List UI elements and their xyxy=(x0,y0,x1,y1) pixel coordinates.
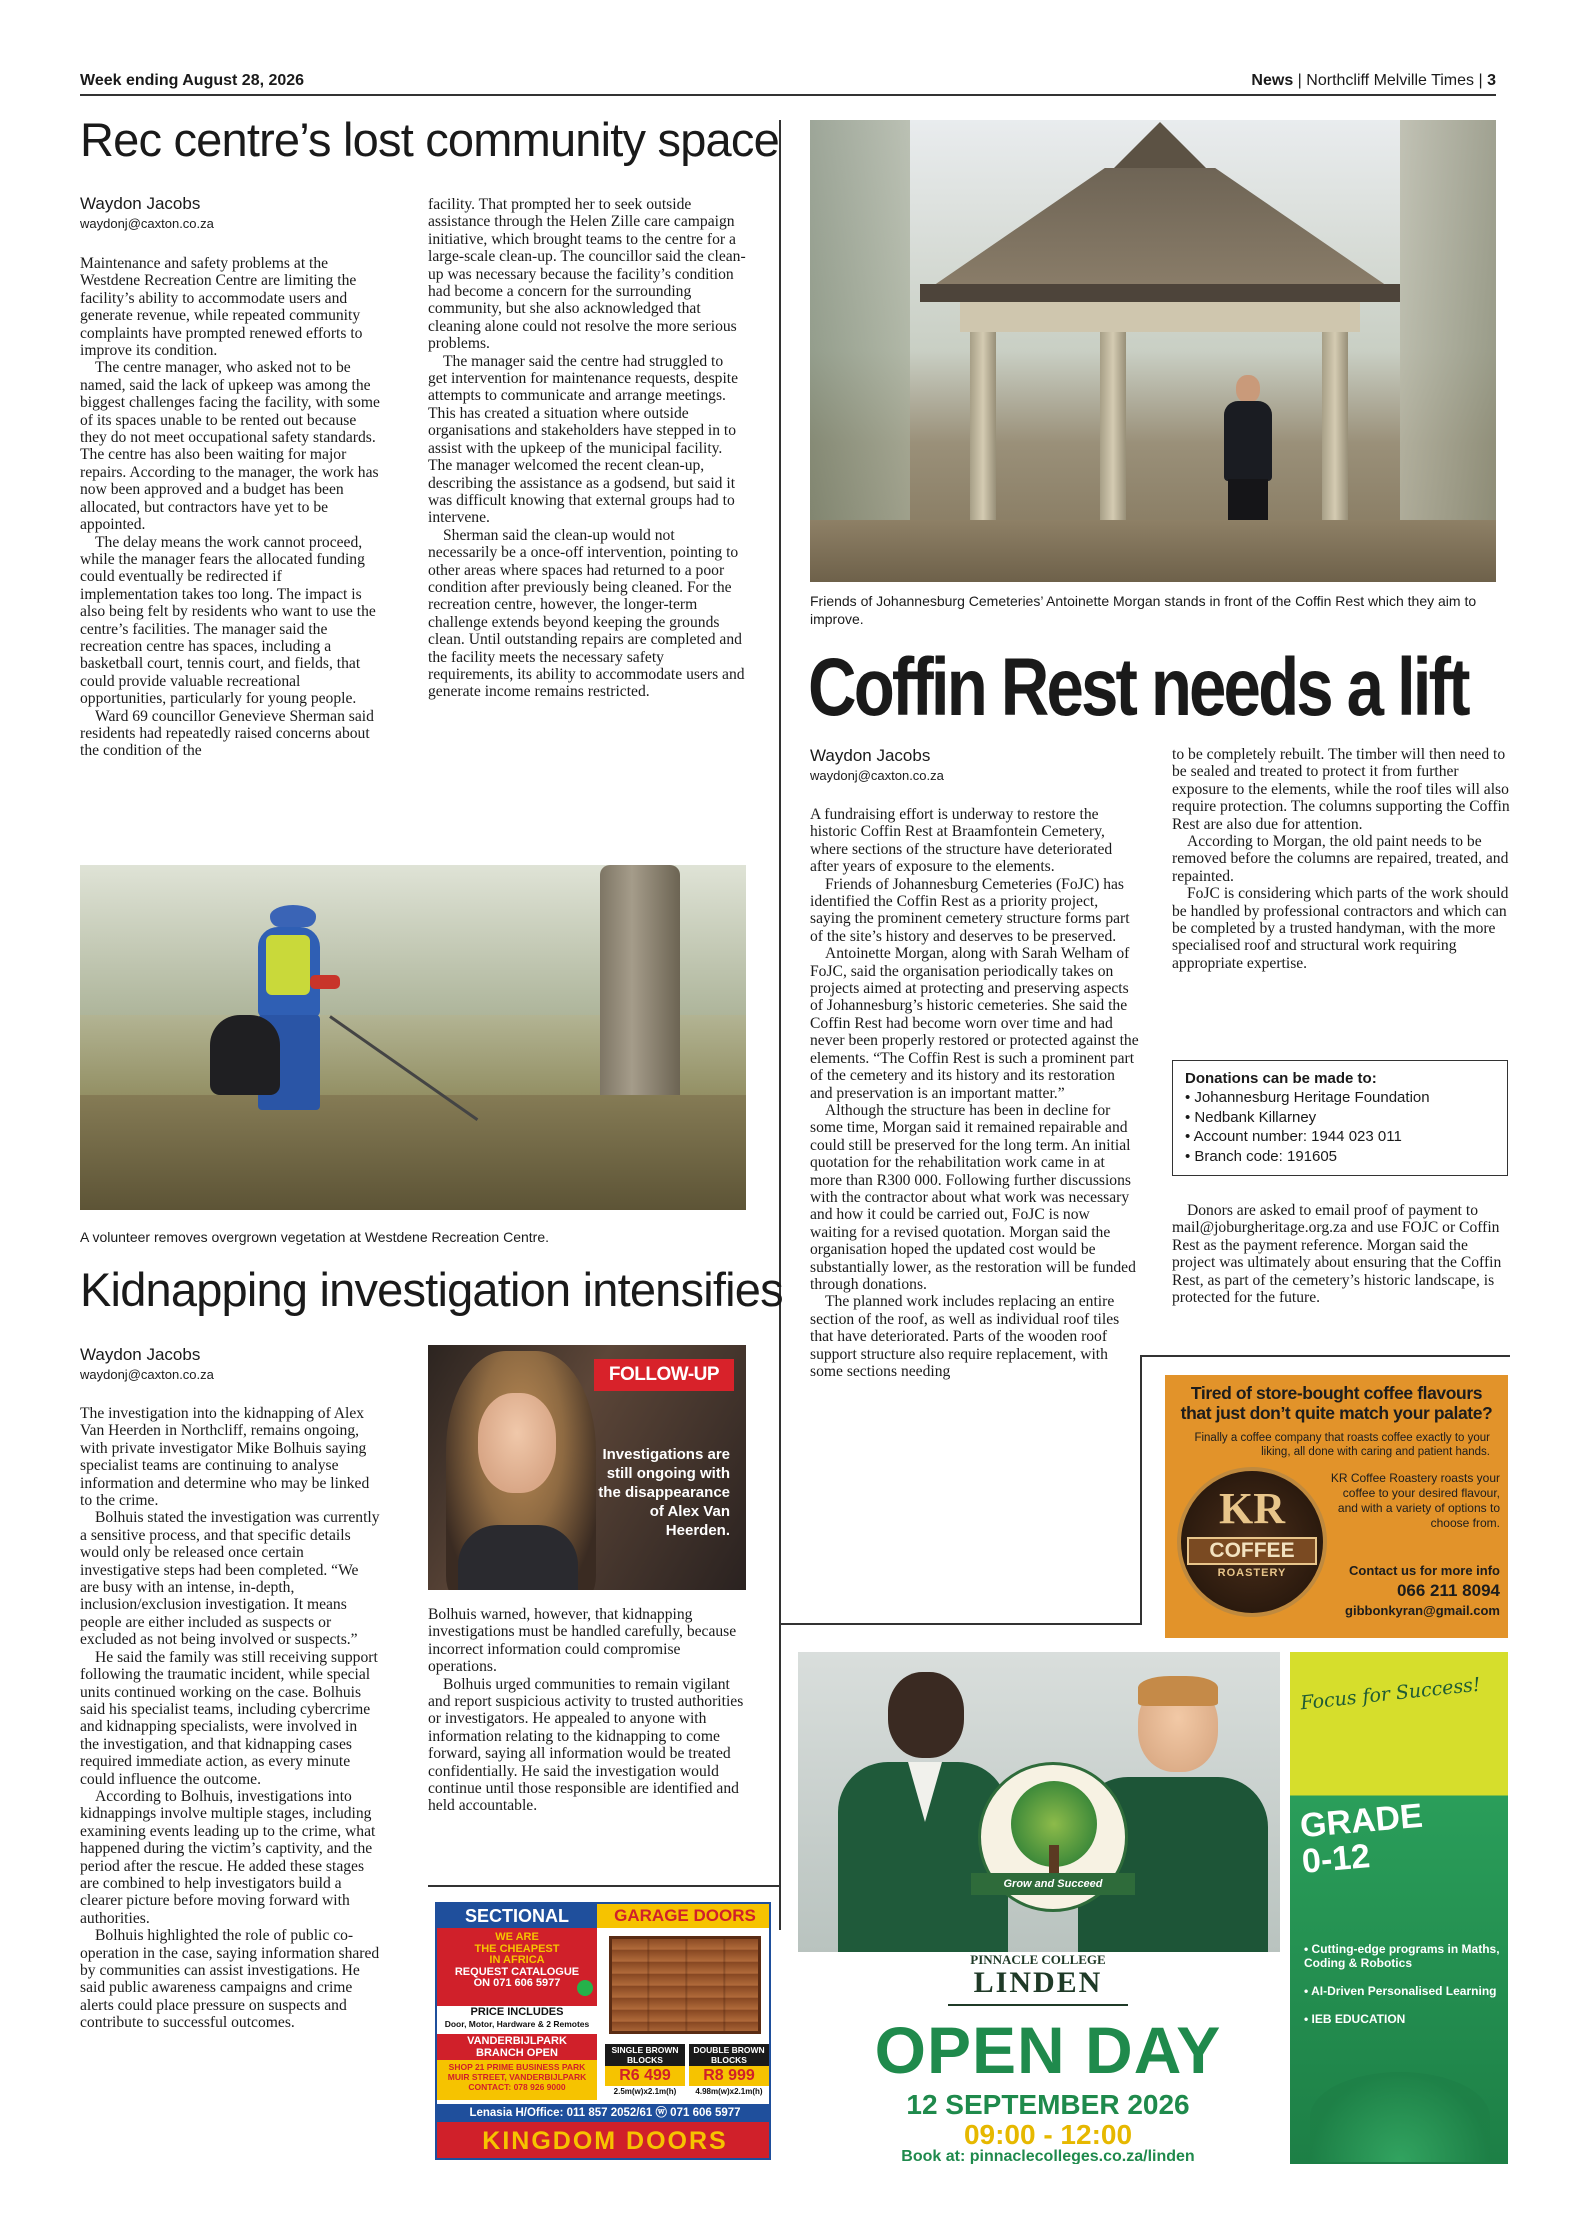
eaves xyxy=(920,284,1400,302)
kidnap-column-1 xyxy=(80,1405,380,2175)
coffee-sub: Finally a coffee company that roasts coffee exactly to your liking, all done with caring and patient hands. xyxy=(1194,1432,1490,1458)
page-header xyxy=(80,72,1496,94)
coffee-email: gibbonkyran@gmail.com xyxy=(1345,1603,1500,1618)
paragraph: Bolhuis stated the investigation was currently a sensitive process, and that specific details would only be released once certain investigative steps had been completed. “We are busy with an intense, in-depth, inclusion/exclusion investigation. It means people are either included as suspects or excluded as not being involved or suspects.” xyxy=(80,1509,380,1649)
paragraph: Friends of Johannesburg Cemeteries (FoJC) has identified the Coffin Rest as a priority project, saying the prominent cemetery structure forms part of the site’s history and deserves to be preserved. xyxy=(810,875,1130,945)
paragraph: The planned work includes replacing an entire section of the roof, as well as individual roof tiles that have deteriorated. Parts of the wooden roof support structure also require replacement, with some sections needing xyxy=(810,1293,1120,1380)
header-rule xyxy=(80,94,1496,96)
coffee-contact-label: Contact us for more info xyxy=(1349,1563,1500,1578)
donation-item: • Branch code: 191605 xyxy=(1185,1147,1338,1165)
issue-date: Week ending August 28, 2026 xyxy=(80,72,305,89)
paragraph: The delay means the work cannot proceed, while the manager fears the allocated funding could eventually be redirected if implementation takes too long. The impact is also being felt by residents who want to use the centre’s facilities. The manager said the recreation centre has spaces, including a basketball court, tennis court, and fields, that could provide valuable recreational opportunities, particularly for young people. xyxy=(80,533,376,708)
garage-door-image xyxy=(609,1936,761,2034)
booking-link[interactable]: Book at: pinnaclecolleges.co.za/linden xyxy=(901,2148,1195,2164)
ad-cheapest-3: IN AFRICA xyxy=(489,1954,545,1966)
ad-vdb-2: BRANCH OPEN xyxy=(476,2047,558,2059)
kidnap-author: Waydon Jacobs xyxy=(80,1345,201,1364)
open-day-date: 12 SEPTEMBER 2026 xyxy=(906,2089,1190,2120)
kidnap-bottom-rule xyxy=(428,1885,780,1887)
ad-price-includes: PRICE INCLUDES xyxy=(470,2006,564,2018)
kidnap-headline: Kidnapping investigation intensifies xyxy=(80,1263,783,1316)
students-photo xyxy=(798,1652,1280,1952)
coffee-logo-coffee: COFFEE xyxy=(1187,1537,1317,1565)
paragraph: to be completely rebuilt. The timber will then need to be sealed and treated to protect it from further exposure to the elements, while the roof tiles will also require protection. The columns supporting the Coffin Rest are also due for attention. xyxy=(1172,746,1510,833)
ad-sectional: SECTIONAL xyxy=(437,1904,597,1928)
paragraph: FoJC is considering which parts of the work should be handled by professional contractors and which can be completed by a trusted handyman, with the more specialised roof and structural work requiring appropriate expertise. xyxy=(1172,885,1509,972)
rec-photo xyxy=(80,865,746,1210)
kidnap-column-2 xyxy=(428,1606,746,1866)
roof-cupola xyxy=(1110,122,1210,172)
rec-author: Waydon Jacobs xyxy=(80,194,201,213)
ad-garage-doors: GARAGE DOORS xyxy=(597,1904,771,1928)
paragraph: According to Morgan, the old paint needs to be removed before the columns are repaired, treated, and repainted. xyxy=(1172,833,1509,885)
roof xyxy=(930,168,1390,288)
ad-double-label: DOUBLE BROWN BLOCKS xyxy=(689,2044,769,2066)
coffin-caption: Friends of Johannesburg Cemeteries’ Antoinette Morgan stands in front of the Coffin Rest which they aim to improve. xyxy=(810,593,1477,627)
open-day-heading: OPEN DAY xyxy=(874,2013,1222,2087)
paragraph: A fundraising effort is underway to restore the historic Coffin Rest at Braamfontein Cemetery, where sections of the structure have deteriorated after years of exposure to the elements. xyxy=(810,806,1113,876)
paragraph: According to Bolhuis, investigations into kidnappings involve multiple stages, including examining events leading up to the crime, what happened during the victim’s captivity, and the period after the rescue. He added these stages are combined to help investigators build a clearer picture before moving forward with authorities. xyxy=(80,1787,376,1927)
donations-list xyxy=(1185,1088,1495,1166)
coffin-column-2a xyxy=(1172,746,1512,1046)
followup-badge: FOLLOW-UP xyxy=(594,1359,734,1391)
paragraph: Sherman said the clean-up would not necessarily be a once-off intervention, pointing to other areas where spaces had returned to a poor condition after previously being cleaned. For the recreation centre, however, the longer-term challenge extends beyond keeping the grounds clean. Until outstanding repairs are completed and the facility meets the necessary safety requirements, its ability to accommodate users and generate income remains restricted. xyxy=(428,526,745,701)
paragraph: Ward 69 councillor Genevieve Sherman said residents had repeatedly raised concerns about the condition of the xyxy=(80,707,374,760)
feature-item: • IEB EDUCATION xyxy=(1304,2012,1406,2026)
feature-item: • Cutting-edge programs in Maths, Coding & Robotics xyxy=(1304,1942,1500,1970)
paragraph: Bolhuis highlighted the role of public co-operation in the case, saying information shared by communities can assist investigations. He said public awareness campaigns and crime alerts could place pressure on suspects and contribute to successful outcomes. xyxy=(80,1927,380,2032)
coffee-logo-roastery: ROASTERY xyxy=(1217,1567,1287,1579)
ad-single-size: 2.5m(w)x2.1m(h) xyxy=(613,2087,677,2096)
ground xyxy=(810,520,1496,582)
feature-item: • AI-Driven Personalised Learning xyxy=(1304,1984,1497,1998)
paragraph: He said the family was still receiving support following the traumatic incident, while special units continued working on the case. Bolhuis said his specialist teams, including cybercrime and kidnapping specialists, were involved in the investigation, and that kidnapping cases required immediate action, as every minute could influence the outcome. xyxy=(80,1648,378,1788)
donation-item: • Account number: 1944 023 011 xyxy=(1185,1128,1402,1145)
ad-brand: KINGDOM DOORS xyxy=(437,2122,771,2160)
paragraph: The centre manager, who asked not to be named, said the lack of upkeep was among the biggest challenges facing the facility, with some of its spaces unable to be rented out because they do not meet occupational safety standards. The centre has also been waiting for major repairs. According to the manager, the work has now been approved and a budget has been allocated, but contractors have yet to be appointed. xyxy=(80,359,380,534)
open-day-time: 09:00 - 12:00 xyxy=(963,2119,1133,2150)
ad-cheapest-2: THE CHEAPEST xyxy=(474,1942,560,1955)
paragraph: Although the structure has been in decline for some time, Morgan said it remained repairable and could still be preserved for the long term. An initial quotation for the rehabilitation work came in at more than R300 000. Following further discussions with the contractor about what work was necessary and how it could be carried out, FoJC is now waiting for a revised quotation. Morgan said the organisation hoped the updated cost would be substantially lower, as the restoration will be funded through donations. xyxy=(810,1101,1136,1293)
column-left xyxy=(970,332,996,552)
coffee-logo-kr: KR xyxy=(1219,1484,1285,1533)
coffin-column-2b xyxy=(1172,1202,1512,1342)
school-ad xyxy=(798,1652,1508,2164)
garage-doors-ad xyxy=(435,1902,771,2160)
ad-contact: CONTACT: 078 926 9000 xyxy=(468,2082,566,2092)
followup-text: Investigations are still ongoing with the disappearance of Alex Van Heerden. xyxy=(598,1446,730,1539)
focus-tagline: Focus for Success! xyxy=(1299,1673,1482,1715)
paragraph: Donors are asked to email proof of payment to mail@joburgheritage.org.za and use FOJC or Coffin Rest as the payment reference. Morgan said the project was ultimately about ensuring that the Coffin Rest, as part of the cemetery’s historic landscape, is protected for the future. xyxy=(1172,1202,1502,1307)
donations-box xyxy=(1172,1060,1508,1176)
ad-catalogue-2: ON 071 606 5977 xyxy=(473,1977,561,1989)
leaf-pattern xyxy=(1310,2072,1490,2162)
section-name: News xyxy=(1251,72,1294,89)
grade-panel xyxy=(1290,1652,1508,2164)
paragraph: Maintenance and safety problems at the Westdene Recreation Centre are limiting the facility’s ability to accommodate users and generate revenue, while repeated community complaints have prompted renewed efforts to improve its condition. xyxy=(80,255,363,360)
rec-email: waydonj@caxton.co.za xyxy=(80,216,214,231)
paragraph: The investigation into the kidnapping of Alex Van Heerden in Northcliff, remains ongoing, with private investigator Mike Bolhuis saying specialist teams are continuing to analyse information and determine who may be linked to the crime. xyxy=(80,1405,370,1510)
grow-badge xyxy=(978,1762,1128,1912)
ad-cheapest-1: WE ARE xyxy=(495,1931,539,1943)
paragraph: Bolhuis urged communities to remain vigilant and report suspicious activity to trusted authorities or investigators. He appealed to anyone with information relating to the kidnapping to come forward, saying all information would be treated confidentially. He said the investigation would continue until those responsible are identified and held accountable. xyxy=(428,1675,744,1815)
ad-single-label: SINGLE BROWN BLOCKS xyxy=(605,2044,685,2066)
coffin-headline: Coffin Rest needs a lift xyxy=(808,642,1468,733)
donation-item: • Johannesburg Heritage Foundation xyxy=(1185,1089,1430,1106)
arch-beam xyxy=(960,302,1360,332)
paragraph: facility. That prompted her to seek outside assistance through the Helen Zille care campaign initiative, which brought teams to the centre for a large-scale clean-up. The councillor said the clean-up was necessary because the facility’s condition had become a concern for the surrounding community, but she also acknowledged that cleaning alone could not resolve the more serious problems. xyxy=(428,196,746,353)
ad-vdb-1: VANDERBIJLPARK xyxy=(467,2035,567,2047)
school-features xyxy=(1304,1942,1500,2040)
paragraph: Antoinette Morgan, along with Sarah Welham of FoJC, said the organisation periodically takes on projects aimed at protecting and preserving aspects of Johannesburg’s historic cemeteries. She said the Coffin Rest had become worn over time and had never been properly restored or protected against the elements. “The Coffin Rest is such a prominent part of the cemetery and its history and its restoration and preservation is an important matter.” xyxy=(810,945,1139,1102)
rec-column-1 xyxy=(80,255,380,845)
ad-single-price: R6 499 xyxy=(605,2066,685,2086)
ad-double-size: 4.98m(w)x2.1m(h) xyxy=(695,2087,763,2096)
whatsapp-icon xyxy=(577,1980,593,1996)
publication-name: Northcliff Melville Times xyxy=(1306,72,1475,89)
column-mid xyxy=(1100,332,1126,532)
college-name: PINNACLE COLLEGE xyxy=(970,1952,1106,1967)
coffee-heading: Tired of store-bought coffee flavours that just don’t quite match your palate? xyxy=(1180,1383,1493,1423)
bin-bags xyxy=(210,1015,280,1095)
ad-shop-address: SHOP 21 PRIME BUSINESS PARK MUIR STREET, VANDERBIJLPARK xyxy=(447,2062,587,2082)
ad-top-rule xyxy=(780,1623,1142,1625)
campus-rule xyxy=(948,2004,1128,2006)
rec-column-2 xyxy=(428,196,746,846)
donations-title: Donations can be made to: xyxy=(1185,1070,1377,1087)
rec-right-rule xyxy=(779,120,781,1930)
coffee-phone: 066 211 8094 xyxy=(1396,1581,1500,1600)
grade-label: GRADE xyxy=(1298,1796,1425,1846)
portrait-face xyxy=(478,1393,556,1493)
campus-name: LINDEN xyxy=(973,1966,1103,1999)
grow-ribbon: Grow and Succeed xyxy=(971,1873,1135,1895)
page-number: 3 xyxy=(1487,72,1496,89)
section-folio: News | Northcliff Melville Times | 3 xyxy=(1251,72,1496,89)
coffee-ad xyxy=(1165,1375,1508,1638)
ad-double-price: R8 999 xyxy=(689,2066,769,2086)
ad-footer-phone: Lenasia H/Office: 011 857 2052/61 ⓦ 071 606 5977 xyxy=(437,2104,771,2122)
coffee-body: KR Coffee Roastery roasts your coffee to your desired flavour, and with a variety of options to choose from. xyxy=(1330,1471,1500,1530)
ad-includes: Door, Motor, Hardware & 2 Remotes xyxy=(444,2019,590,2029)
coffin-rest-photo xyxy=(810,120,1496,582)
rec-headline: Rec centre’s lost community space xyxy=(80,113,779,166)
donation-item: • Nedbank Killarney xyxy=(1185,1108,1317,1126)
background-trees xyxy=(810,120,910,582)
coffee-logo xyxy=(1177,1467,1327,1617)
followup-photo xyxy=(428,1345,746,1590)
coffin-col-separator xyxy=(1140,1355,1142,1625)
coffin-email: waydonj@caxton.co.za xyxy=(810,768,944,783)
rec-caption: A volunteer removes overgrown vegetation at Westdene Recreation Centre. xyxy=(80,1229,549,1245)
coffin-column-1 xyxy=(810,806,1140,1606)
kidnap-email: waydonj@caxton.co.za xyxy=(80,1367,214,1382)
coffin-bottom-rule xyxy=(1140,1355,1510,1357)
paragraph: The manager said the centre had struggled to get intervention for maintenance requests, despite attempts to communicate and arrange meetings. This has created a situation where outside organisations and stakeholders have stepped in to assist with the upkeep of the municipal facility. The manager welcomed the recent clean-up, describing the assistance as a godsend, but said it was difficult knowing that external groups had to intervene. xyxy=(428,352,739,527)
paragraph: Bolhuis warned, however, that kidnapping investigations must be handled carefully, because incorrect information could compromise operations. xyxy=(428,1606,737,1676)
ad-catalogue-1: REQUEST CATALOGUE xyxy=(454,1965,580,1978)
coffin-author: Waydon Jacobs xyxy=(810,746,931,765)
grade-range: 0-12 xyxy=(1300,1837,1372,1881)
